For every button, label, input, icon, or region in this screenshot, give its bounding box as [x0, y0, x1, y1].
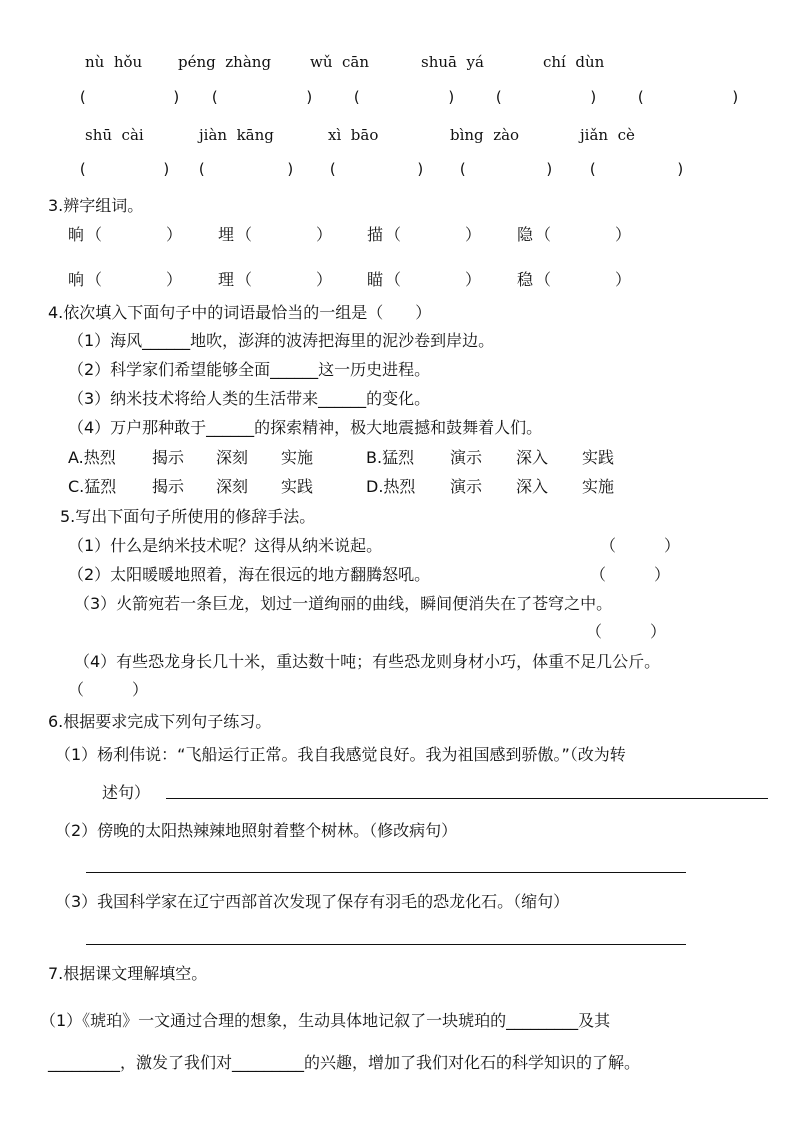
paren-open: ( — [210, 88, 220, 106]
pinyin-10: jiǎn cè — [580, 126, 635, 144]
q5-title: 5.写出下面句子所使用的修辞手法。 — [60, 507, 316, 526]
q3-char: 稳 — [517, 270, 534, 289]
paren-open: ( — [197, 160, 207, 178]
q5-answer-1: （ ） — [600, 536, 681, 555]
paren-close: ) — [676, 160, 686, 178]
q5-item-3: （3）火箭宛若一条巨龙，划过一道绚丽的曲线，瞬间便消失在了苍穹之中。 — [74, 594, 613, 613]
q3-answer-paren: （ ） — [236, 225, 333, 244]
q3-title: 3.辨字组词。 — [48, 196, 144, 215]
paren-open: ( — [588, 160, 598, 178]
q5-item-4: （4）有些恐龙身长几十米，重达数十吨；有些恐龙则身材小巧，体重不足几公斤。 — [74, 652, 661, 671]
pinyin-8: xì bāo — [328, 126, 379, 144]
paren-close: ) — [447, 88, 457, 106]
q3-char: 埋 — [218, 225, 235, 244]
option-word: A.热烈 — [68, 448, 116, 467]
q3-char: 响 — [68, 270, 85, 289]
option-word: 揭示 — [152, 477, 185, 496]
q3-answer-paren: （ ） — [535, 270, 632, 289]
paren-open: ( — [78, 88, 88, 106]
q6-answer-line-3[interactable] — [86, 944, 686, 945]
paren-open: ( — [458, 160, 468, 178]
pinyin-3: wǔ cān — [310, 53, 370, 71]
q7-title: 7.根据课文理解填空。 — [48, 964, 208, 983]
paren-close: ) — [172, 88, 182, 106]
q3-answer-paren: （ ） — [236, 270, 333, 289]
q3-answer-paren: （ ） — [86, 225, 183, 244]
option-word: B.猛烈 — [366, 448, 415, 467]
option-word: D.热烈 — [366, 477, 416, 496]
pinyin-4: shuā yá — [421, 53, 484, 71]
q3-char: 晌 — [68, 225, 85, 244]
paren-close: ) — [589, 88, 599, 106]
option-word: 演示 — [450, 477, 483, 496]
option-word: 实践 — [281, 477, 314, 496]
q6-answer-line-1[interactable] — [166, 798, 768, 799]
q3-answer-paren: （ ） — [385, 270, 482, 289]
q4-item-1: （1）海风______地吹，澎湃的波涛把海里的泥沙卷到岸边。 — [68, 331, 495, 350]
q5-item-1: （1）什么是纳米技术呢？这得从纳米说起。 — [68, 536, 383, 555]
paren-open: ( — [328, 160, 338, 178]
q3-char: 理 — [218, 270, 235, 289]
q4-item-3: （3）纳米技术将给人类的生活带来______的变化。 — [68, 389, 431, 408]
paren-open: ( — [352, 88, 362, 106]
q7-line-1: （1）《琥珀》一文通过合理的想象，生动具体地记叙了一块琥珀的_________及其 — [40, 1011, 611, 1030]
option-word: 深刻 — [216, 448, 249, 467]
q6-item-3: （3）我国科学家在辽宁西部首次发现了保存有羽毛的恐龙化石。（缩句） — [55, 892, 570, 911]
option-word: 揭示 — [152, 448, 185, 467]
option-word: 演示 — [450, 448, 483, 467]
q4-item-4: （4）万户那种敢于______的探索精神，极大地震撼和鼓舞着人们。 — [68, 418, 543, 437]
q3-char: 隐 — [517, 225, 534, 244]
paren-open: ( — [494, 88, 504, 106]
option-word: 实施 — [281, 448, 314, 467]
pinyin-1: nù hǒu — [85, 53, 143, 71]
q3-char: 瞄 — [367, 270, 384, 289]
paren-open: ( — [636, 88, 646, 106]
paren-close: ) — [545, 160, 555, 178]
option-word: C.猛烈 — [68, 477, 117, 496]
paren-close: ) — [305, 88, 315, 106]
q5-item-2: （2）太阳暖暖地照着，海在很远的地方翻腾怒吼。 — [68, 565, 431, 584]
q7-line-2: _________，激发了我们对_________的兴趣，增加了我们对化石的科学知识的了解。 — [48, 1053, 641, 1072]
option-word: 深入 — [516, 477, 549, 496]
q6-title: 6.根据要求完成下列句子练习。 — [48, 712, 272, 731]
q6-item-1-cont: 述句） — [102, 783, 151, 802]
paren-open: ( — [78, 160, 88, 178]
q4-item-2: （2）科学家们希望能够全面______这一历史进程。 — [68, 360, 431, 379]
q3-answer-paren: （ ） — [385, 225, 482, 244]
pinyin-2: péng zhàng — [178, 53, 272, 71]
q5-answer-2: （ ） — [590, 565, 671, 584]
pinyin-9: bìng zào — [450, 126, 520, 144]
q6-item-2: （2）傍晚的太阳热辣辣地照射着整个树林。（修改病句） — [55, 821, 458, 840]
q3-char: 描 — [367, 225, 384, 244]
q6-answer-line-2[interactable] — [86, 872, 686, 873]
q6-item-1: （1）杨利伟说：“飞船运行正常。我自我感觉良好。我为祖国感到骄傲。”（改为转 — [55, 745, 626, 764]
option-word: 深刻 — [216, 477, 249, 496]
option-word: 深入 — [516, 448, 549, 467]
option-word: 实践 — [582, 448, 615, 467]
q5-answer-4: （ ） — [68, 680, 149, 699]
paren-close: ) — [162, 160, 172, 178]
pinyin-7: jiàn kāng — [199, 126, 274, 144]
pinyin-6: shū cài — [85, 126, 144, 144]
q4-title: 4.依次填入下面句子中的词语最恰当的一组是（ ） — [48, 303, 432, 322]
paren-close: ) — [731, 88, 741, 106]
paren-close: ) — [416, 160, 426, 178]
q3-answer-paren: （ ） — [86, 270, 183, 289]
q5-answer-3: （ ） — [586, 622, 667, 641]
q3-answer-paren: （ ） — [535, 225, 632, 244]
paren-close: ) — [286, 160, 296, 178]
pinyin-5: chí dùn — [543, 53, 605, 71]
option-word: 实施 — [582, 477, 615, 496]
